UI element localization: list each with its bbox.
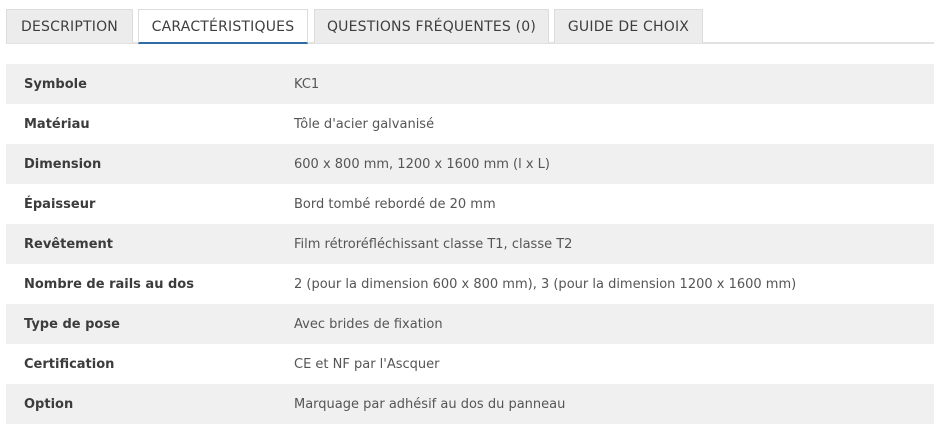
spec-value: Tôle d'acier galvanisé <box>294 116 435 132</box>
spec-value: KC1 <box>294 76 320 92</box>
spec-label: Matériau <box>24 116 90 132</box>
spec-value: 600 x 800 mm, 1200 x 1600 mm (l x L) <box>294 156 550 172</box>
tab-description[interactable]: DESCRIPTION <box>6 9 133 43</box>
spec-label: Dimension <box>24 156 102 172</box>
spec-label: Type de pose <box>24 316 120 332</box>
spec-label: Symbole <box>24 76 87 92</box>
spec-row-option <box>6 384 934 424</box>
spec-row-revetement <box>6 224 934 264</box>
spec-row-epaisseur <box>6 184 934 224</box>
spec-value: 2 (pour la dimension 600 x 800 mm), 3 (pour la dimension 1200 x 1600 mm) <box>294 276 797 292</box>
spec-label: Revêtement <box>24 236 113 252</box>
tab-caracteristiques[interactable]: CARACTÉRISTIQUES <box>138 9 308 44</box>
product-tabs <box>6 9 934 44</box>
specifications-table <box>6 64 934 424</box>
tab-guide-de-choix[interactable]: GUIDE DE CHOIX <box>554 9 703 43</box>
spec-value: CE et NF par l'Ascquer <box>294 356 440 372</box>
spec-value: Avec brides de fixation <box>294 316 443 332</box>
spec-label: Option <box>24 396 74 412</box>
spec-row-dimension <box>6 144 934 184</box>
spec-value: Marquage par adhésif au dos du panneau <box>294 396 566 412</box>
spec-row-type-de-pose <box>6 304 934 344</box>
spec-label: Nombre de rails au dos <box>24 276 194 292</box>
spec-value: Bord tombé rebordé de 20 mm <box>294 196 496 212</box>
tab-questions-frequentes[interactable]: QUESTIONS FRÉQUENTES (0) <box>314 9 549 43</box>
spec-label: Certification <box>24 356 115 372</box>
spec-row-nombre-de-rails <box>6 264 934 304</box>
spec-label: Épaisseur <box>24 196 96 212</box>
spec-row-materiau <box>6 104 934 144</box>
spec-row-symbole <box>6 64 934 104</box>
spec-value: Film rétroréfléchissant classe T1, classe T2 <box>294 236 573 252</box>
spec-row-certification <box>6 344 934 384</box>
